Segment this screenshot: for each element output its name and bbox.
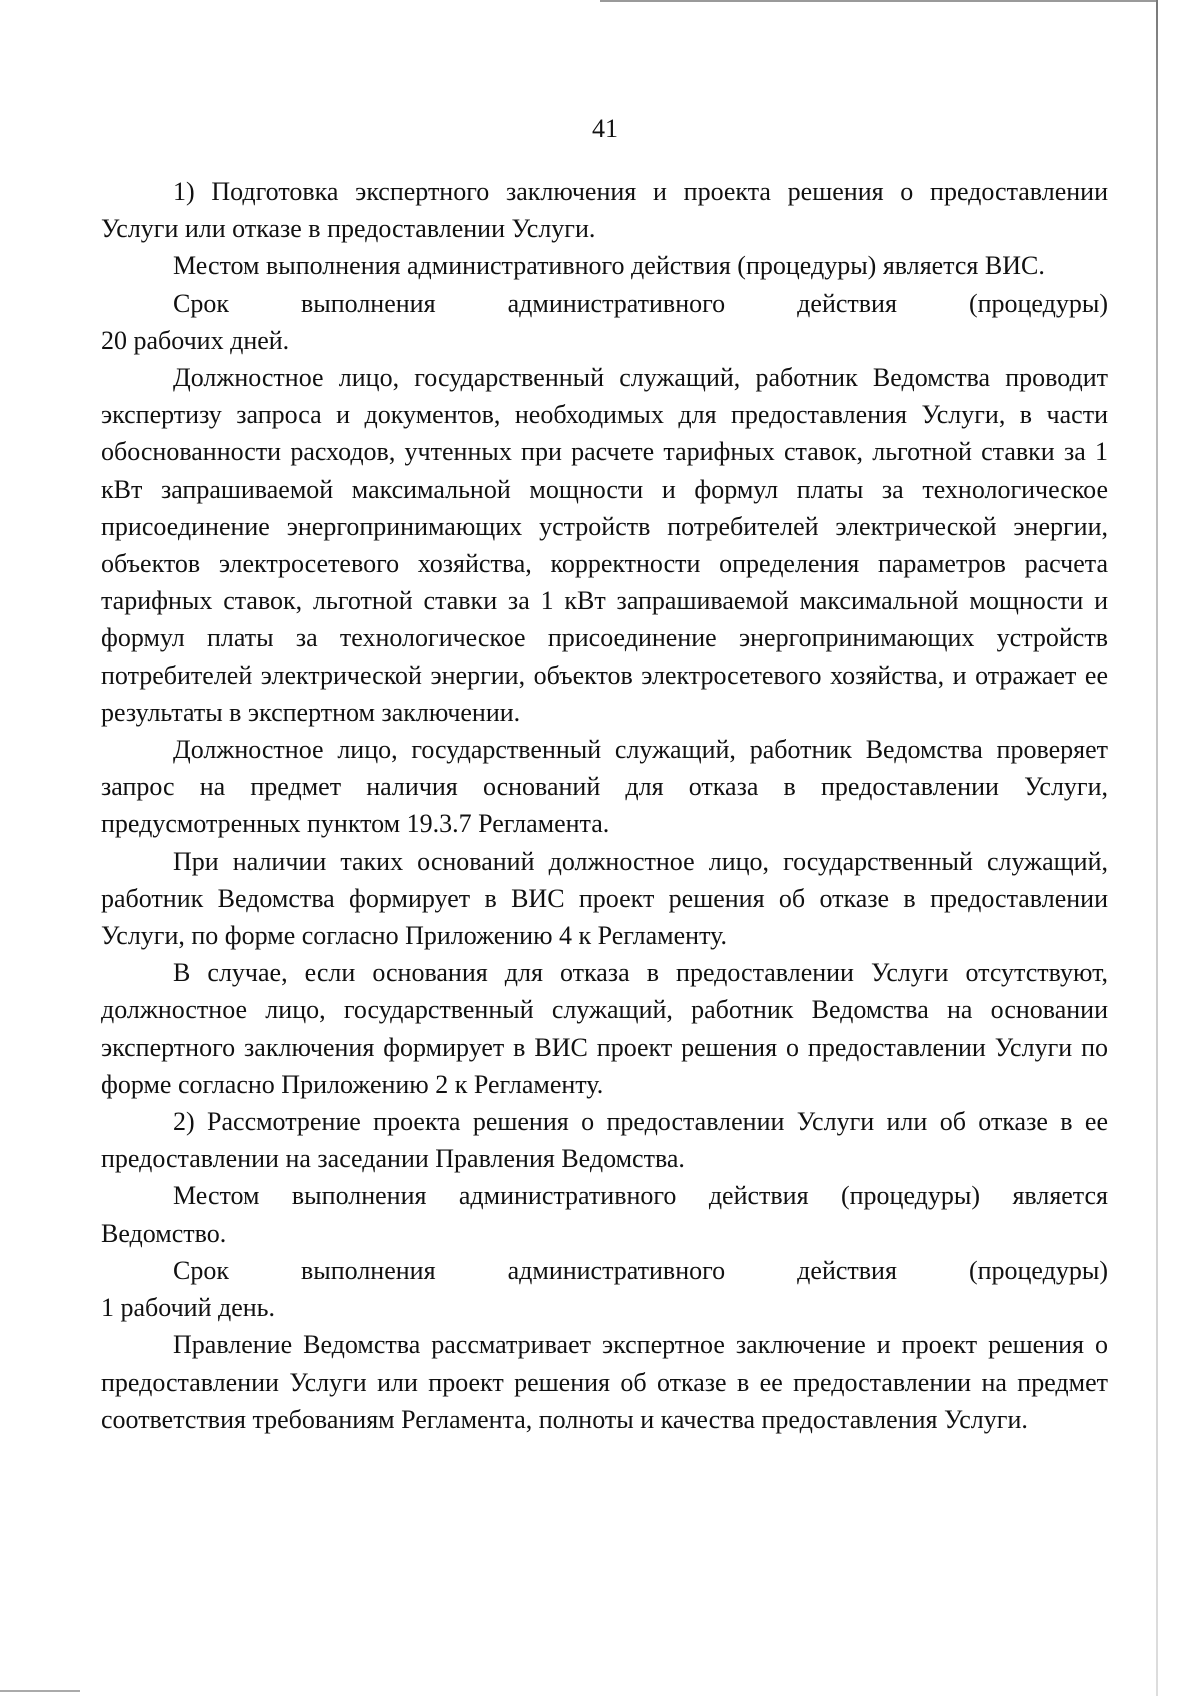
paragraph-step-1-heading: 1) Подготовка экспертного заключения и проекта решения о предоставлении Услуги или отказе в предоставлении Услуги. (101, 177, 1108, 244)
scan-edge-right (1156, 0, 1158, 1696)
paragraph-refusal-draft: При наличии таких оснований должностное лицо, государственный служащий, работник Ведомства формирует в ВИС проект решения об отказе в предоставлении Услуги, по форме согласно Приложению 4 к Регламенту. (101, 846, 1108, 951)
document-body (101, 173, 1108, 1438)
paragraph-approval-draft: В случае, если основания для отказа в предоставлении Услуги отсутствуют, должностное лицо, государственный служащий, работник Ведомства на основании экспертного заключения формирует в ВИС проект решения о предоставлении Услуги по форме согласно Приложению 2 к Регламенту. (101, 958, 1108, 1099)
deadline-value: 20 рабочих дней. (101, 325, 290, 355)
paragraph-step-2-location: Местом выполнения административного действия (процедуры) является Ведомство. (101, 1181, 1108, 1248)
paragraph-board-review: Правление Ведомства рассматривает экспертное заключение и проект решения о предоставлении Услуги или проект решения об отказе в ее предоставлении на предмет соответствия требованиям Регламента, полноты и качества предоставления Услуги. (101, 1330, 1108, 1434)
paragraph-step-1-deadline (101, 285, 1108, 359)
paragraph-step-2-heading: 2) Рассмотрение проекта решения о предоставлении Услуги или об отказе в ее предоставлении на заседании Правления Ведомства. (101, 1107, 1108, 1174)
paragraph-expertise: Должностное лицо, государственный служащий, работник Ведомства проводит экспертизу запроса и документов, необходимых для предоставления Услуги, в части обоснованности расходов, учтенных при расчете тарифных ставок, льготной ставки за 1 кВт запрашиваемой максимальной мощности и формул платы за технологическое присоединение энергопринимающих устройств потребителей электрической энергии, объектов электросетевого хозяйства, корректности определения параметров расчета тарифных ставок, льготной ставки за 1 кВт запрашиваемой максимальной мощности и формул платы за технологическое присоединение энергопринимающих устройств потребителей электрической энергии, объектов электросетевого хозяйства, и отражает ее результаты в экспертном заключении. (101, 363, 1108, 727)
scan-edge-top (600, 0, 1156, 2)
paragraph-step-1-location: Местом выполнения административного действия (процедуры) является ВИС. (173, 251, 1045, 281)
deadline-line: Срок выполнения административного действия (процедуры) (173, 288, 1108, 318)
deadline-value: 1 рабочий день. (101, 1293, 276, 1323)
paragraph-step-2-deadline (101, 1252, 1108, 1326)
scan-edge-bottom (0, 1690, 80, 1692)
paragraph-check-grounds: Должностное лицо, государственный служащий, работник Ведомства проверяет запрос на предмет наличия оснований для отказа в предоставлении Услуги, предусмотренных пунктом 19.3.7 Регламента. (101, 735, 1108, 839)
deadline-line: Срок выполнения административного действия (процедуры) (173, 1255, 1108, 1285)
page-number: 41 (592, 114, 618, 143)
